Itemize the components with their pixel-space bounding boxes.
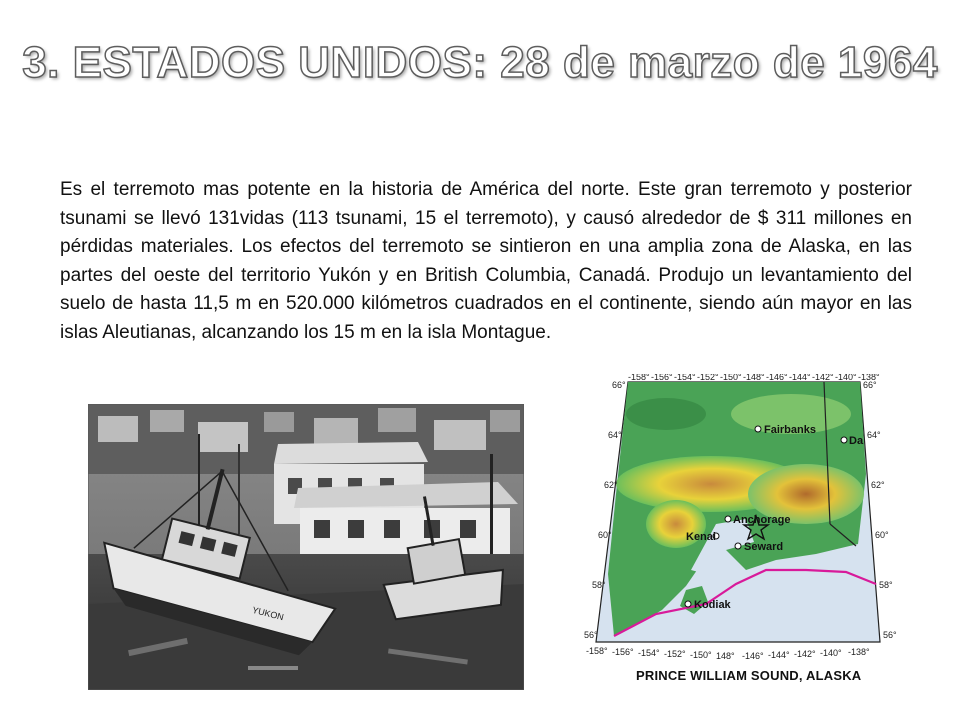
svg-text:-150°: -150° — [690, 650, 712, 660]
top-longitude-ticks — [628, 374, 880, 382]
svg-text:-156°: -156° — [612, 647, 634, 657]
svg-text:58°: 58° — [592, 580, 606, 590]
svg-text:60°: 60° — [598, 530, 612, 540]
svg-text:56°: 56° — [584, 630, 598, 640]
svg-text:60°: 60° — [875, 530, 889, 540]
svg-text:62°: 62° — [604, 480, 618, 490]
svg-text:-146°: -146° — [742, 651, 764, 661]
svg-text:-150°: -150° — [720, 374, 742, 382]
svg-text:-142°: -142° — [794, 649, 816, 659]
svg-text:-144°: -144° — [768, 650, 790, 660]
svg-text:66°: 66° — [863, 380, 877, 390]
svg-text:-148°: -148° — [743, 374, 765, 382]
svg-text:-138°: -138° — [858, 374, 880, 382]
bottom-longitude-ticks — [586, 646, 870, 661]
svg-text:-144°: -144° — [789, 374, 811, 382]
svg-text:62°: 62° — [871, 480, 885, 490]
map-caption: PRINCE WILLIAM SOUND, ALASKA — [636, 668, 862, 683]
svg-text:-138°: -138° — [848, 647, 870, 657]
svg-text:-146°: -146° — [766, 374, 788, 382]
label-kenai: Kenai — [686, 531, 716, 543]
label-anchorage: Anchorage — [733, 514, 791, 526]
tsunami-damage-photo — [88, 404, 524, 690]
svg-text:-152°: -152° — [664, 649, 686, 659]
svg-text:148°: 148° — [716, 651, 735, 661]
svg-text:-158°: -158° — [586, 646, 608, 656]
svg-text:-142°: -142° — [812, 374, 834, 382]
svg-text:-140°: -140° — [835, 374, 857, 382]
svg-text:-152°: -152° — [697, 374, 719, 382]
svg-text:-140°: -140° — [820, 648, 842, 658]
label-fairbanks: Fairbanks — [764, 424, 816, 436]
svg-text:-156°: -156° — [651, 374, 673, 382]
svg-text:-158°: -158° — [628, 374, 650, 382]
svg-text:-154°: -154° — [674, 374, 696, 382]
svg-text:66°: 66° — [612, 380, 626, 390]
body-paragraph: Es el terremoto mas potente en la historia de América del norte. Este gran terremoto y posterior tsunami se llevó 131vidas (113 tsunami, 15 el terremoto), y causó alrededor de $ 311 millones en pérdidas materiales. Los efectos del terremoto se sintieron en una amplia zona de Alaska, en las partes del oeste del territorio Yukón y en British Columbia, Canadá. Produjo un levantamiento del suelo de hasta 11,5 m en 520.000 kilómetros cuadrados en el continente, siendo aún mayor en las islas Aleutianas, alcanzando los 15 m en la isla Montague. — [60, 179, 912, 343]
alaska-map-svg — [576, 374, 904, 690]
slide-title: 3. ESTADOS UNIDOS: 28 de marzo de 1964 — [22, 38, 938, 87]
svg-text:58°: 58° — [879, 580, 893, 590]
tsunami-damage-illustration — [88, 404, 524, 690]
svg-text:64°: 64° — [608, 430, 622, 440]
label-seward: Seward — [744, 541, 784, 553]
svg-text:64°: 64° — [867, 430, 881, 440]
alaska-topographic-map — [576, 374, 904, 690]
boat-name: YUKON — [251, 604, 285, 623]
svg-text:56°: 56° — [883, 630, 897, 640]
label-kodiak: Kodiak — [694, 599, 731, 611]
label-dawson: Da — [849, 435, 864, 447]
svg-text:-154°: -154° — [638, 648, 660, 658]
